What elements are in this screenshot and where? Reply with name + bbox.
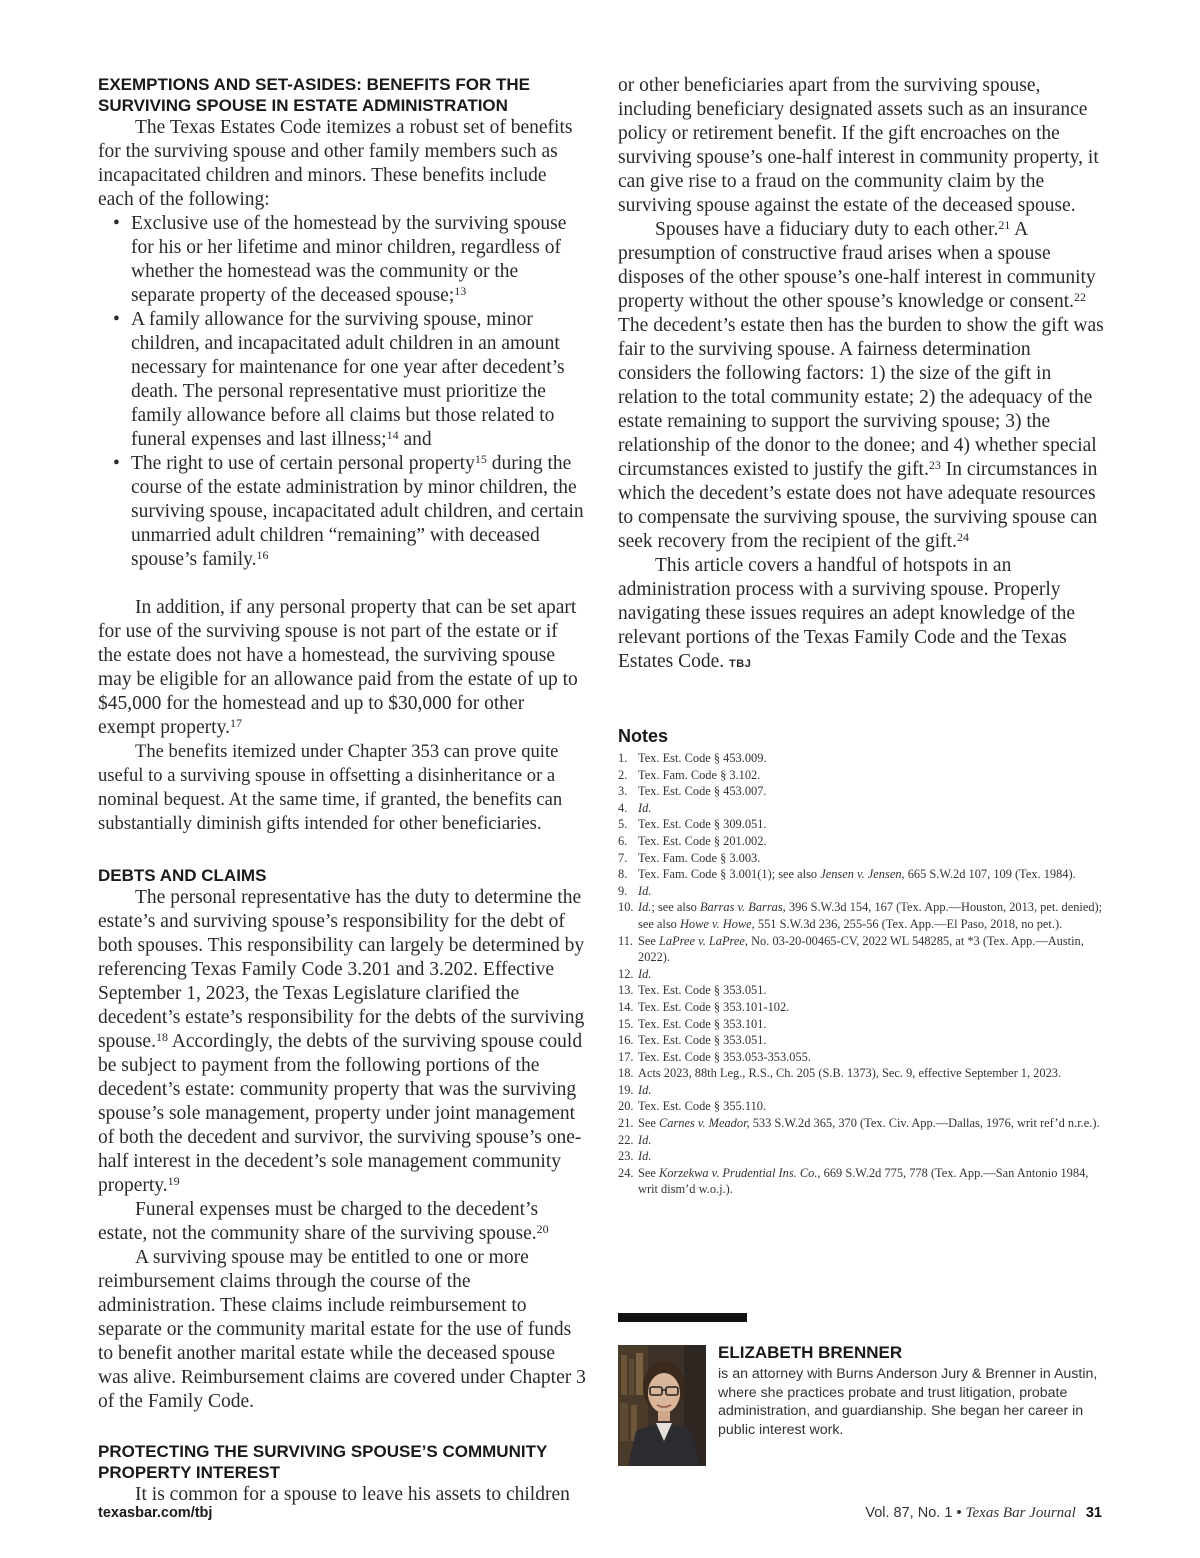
note-number: 19. — [618, 1082, 634, 1097]
note-number: 21. — [618, 1116, 634, 1131]
footnote-ref: 16 — [256, 548, 269, 562]
note-item — [618, 1165, 1106, 1198]
paragraph: or other beneficiaries apart from the surviving spouse, including beneficiary designated assets such as an insurance policy or retirement benefit. If the gift encroaches on the surviving spouse’s one-half interest in community property, it can give rise to a fraud on the community claim by the surviving spouse against the estate of the deceased spouse. — [618, 75, 1099, 216]
footnote-ref: 14 — [386, 428, 399, 442]
note-case-name: Howe v. Howe, — [679, 916, 755, 931]
note-text: Tex. Est. Code § 453.009. — [638, 751, 767, 765]
note-text: Tex. Est. Code § 309.051. — [638, 817, 767, 832]
note-text: Tex. Fam. Code § 3.003. — [638, 850, 761, 865]
paragraph: In addition, if any personal property that can be set apart for use of the surviving spouse is not part of the estate or if the estate does not have a homestead, the surviving spouse may be eligible for an allowance paid from the estate of up to $45,000 for the homestead and up to $30,000 for other exempt property.$^{17}$ — [98, 597, 578, 738]
note-number: 14. — [618, 999, 634, 1014]
author-name: ELIZABETH BRENNER — [718, 1343, 903, 1362]
note-text: No. 03-20-00465-CV, 2022 WL 548285, at *3 (Tex. App.—Austin, 2022). — [638, 933, 1084, 965]
paragraph: A surviving spouse may be entitled to one or more reimbursement claims through the course of the administration. These claims include reimbursement to separate or the community marital estate for the use of funds to benefit another marital estate while the deceased spouse was alive. Reimbursement claims are covered under Chapter 3 of the Family Code. — [98, 1247, 586, 1412]
section-heading-exemptions: EXEMPTIONS AND SET-ASIDES: BENEFITS FOR THE SURVIVING SPOUSE IN ESTATE ADMINISTRATION — [98, 75, 530, 115]
note-text: Tex. Fam. Code § 3.001(1); see also — [638, 867, 821, 882]
footer-journal-name: Texas Bar Journal — [965, 1505, 1076, 1521]
paragraph: It is common for a spouse to leave his assets to children — [135, 1484, 570, 1505]
author-description: is an attorney with Burns Anderson Jury & Brenner in Austin, where she practices probate and trust litigation, probate administration, and guardianship. She began her career in public interest work. — [718, 1366, 1098, 1438]
bullet-icon: • — [113, 213, 120, 234]
note-item — [618, 966, 1106, 983]
paragraph: The benefits itemized under Chapter 353 can prove quite useful to a surviving spouse in offsetting a disinheritance or a nominal bequest. At the same time, if granted, the benefits can substantially diminish gifts intended for other beneficiaries. — [98, 741, 563, 834]
footnote-ref: 22 — [1074, 290, 1086, 304]
note-case-name: Jensen v. Jensen, — [820, 867, 905, 882]
note-number: 7. — [618, 850, 628, 865]
note-case-name: Id. — [638, 800, 652, 815]
section-heading-debts: DEBTS AND CLAIMS — [98, 866, 267, 885]
note-number: 15. — [618, 1016, 634, 1031]
note-number: 3. — [618, 784, 628, 799]
footnote-ref: 19 — [167, 1174, 180, 1188]
page-number: 31 — [1085, 1505, 1102, 1521]
note-item — [618, 1065, 1106, 1082]
bullet-icon: • — [113, 309, 120, 330]
note-case-name: Barras v. Barras, — [699, 900, 786, 915]
footer-website: texasbar.com/tbj — [98, 1505, 213, 1521]
note-number: 11. — [618, 933, 634, 948]
footnote-ref: 20 — [536, 1222, 549, 1236]
note-number: 2. — [618, 767, 628, 782]
note-text: See — [638, 1116, 659, 1131]
note-number: 23. — [618, 1149, 634, 1164]
note-text: Tex. Est. Code § 453.007. — [638, 784, 767, 799]
note-item — [618, 833, 1106, 850]
benefits-list — [98, 212, 586, 572]
note-text: 665 S.W.2d 107, 109 (Tex. 1984). — [904, 867, 1076, 882]
note-item — [618, 899, 1106, 932]
note-item — [618, 883, 1106, 900]
note-item — [618, 982, 1106, 999]
note-case-name: Id. — [638, 1149, 652, 1164]
note-text: Tex. Est. Code § 353.051. — [638, 1033, 767, 1048]
notes-heading: Notes — [618, 726, 669, 746]
left-column — [98, 74, 586, 1507]
footer-volume: Vol. 87, No. 1 — [865, 1505, 953, 1521]
footer-bullet: • — [956, 1505, 962, 1521]
note-case-name: Korzekwa v. Prudential Ins. Co., — [659, 1165, 821, 1180]
note-case-name: Id. — [638, 900, 652, 915]
note-text: Tex. Est. Code § 353.053-353.055. — [638, 1049, 811, 1064]
tbj-end-mark: TBJ — [729, 658, 752, 670]
note-text: See — [638, 933, 659, 948]
note-item — [618, 850, 1106, 867]
note-case-name: Id. — [638, 966, 652, 981]
note-number: 18. — [618, 1066, 634, 1081]
note-item — [618, 1082, 1106, 1099]
note-item — [618, 1098, 1106, 1115]
list-item: • Exclusive use of the homestead by the surviving spouse for his or her lifetime and minor children, regardless of whether the homestead was the community or the separate property of the deceased spouse;$^{13}$ — [113, 213, 567, 306]
note-case-name: Id. — [638, 1132, 652, 1147]
note-item — [618, 933, 1106, 966]
note-number: 12. — [618, 966, 634, 981]
paragraph: This article covers a handful of hotspots in an administration process with a surviving spouse. Properly navigating these issues requires an adept knowledge of the relevant portions of the Texas Family Code and the Texas Estates Code. TBJ — [618, 555, 1076, 672]
footnote-ref: 13 — [454, 284, 467, 298]
author-bio — [718, 1343, 1098, 1439]
note-item — [618, 1132, 1106, 1149]
footnote-ref: 18 — [155, 1030, 168, 1044]
note-number: 24. — [618, 1165, 634, 1180]
paragraph: Funeral expenses must be charged to the decedent’s estate, not the community share of the surviving spouse.$^{20}$ — [98, 1199, 549, 1244]
note-number: 10. — [618, 900, 634, 915]
note-number: 22. — [618, 1132, 634, 1147]
section-heading-community-property: PROTECTING THE SURVIVING SPOUSE’S COMMUNITY PROPERTY INTEREST — [98, 1442, 547, 1482]
note-case-name: Id. — [638, 1082, 652, 1097]
paragraph: Spouses have a fiduciary duty to each other.$^{21}$ A presumption of constructive fraud arises when a spouse disposes of the other spouse’s one-half interest in community property without the other spouse’s knowledge or consent.$^{22}$ The decedent’s estate then has the burden to show the gift was fair to the surviving spouse. A fairness determination considers the following factors: 1) the size of the gift in relation to the total community estate; 2) the adequacy of the estate remaining to support the surviving spouse; 3) the relationship of the donor to the donee; and 4) whether special circumstances existed to justify the gift.$^{23}$ In circumstances in which the decedent’s estate does not have adequate resources to compensate the surviving spouse, the surviving spouse can seek recovery from the recipient of the gift.$^{24}$ — [618, 218, 1104, 552]
note-item — [618, 1032, 1106, 1049]
footnote-ref: 17 — [229, 716, 242, 730]
paragraph: The Texas Estates Code itemizes a robust set of benefits for the surviving spouse and other family members such as incapacitated children and minors. These benefits include each of the following: — [98, 117, 573, 210]
note-case-name: Carnes v. Meador, — [659, 1116, 750, 1131]
bio-divider-bar — [618, 1313, 747, 1322]
footnote-ref: 23 — [928, 458, 941, 472]
note-item — [618, 767, 1106, 784]
list-item: • A family allowance for the surviving spouse, minor children, and incapacitated adult children in an amount necessary for maintenance for one year after decedent’s death. The personal representative must prioritize the family allowance before all claims but those related to funeral expenses and last illness;$^{14}$ and — [113, 309, 565, 450]
note-number: 20. — [618, 1099, 634, 1114]
note-item — [618, 800, 1106, 817]
footnote-ref: 15 — [474, 452, 487, 466]
note-text: 551 S.W.3d 236, 255-56 (Tex. App.—El Paso, 2018, no pet.). — [754, 916, 1063, 931]
note-number: 6. — [618, 833, 628, 848]
footer-issue-info — [865, 1505, 1102, 1522]
note-number: 5. — [618, 817, 628, 832]
note-number: 8. — [618, 867, 628, 882]
note-item — [618, 750, 1106, 767]
note-item — [618, 866, 1106, 883]
note-case-name: Id. — [638, 883, 652, 898]
note-text: 669 S.W.2d 775, 778 (Tex. App.—San Antonio 1984, writ dism’d w.o.j.). — [638, 1165, 1089, 1197]
note-number: 9. — [618, 883, 628, 898]
note-item — [618, 1049, 1106, 1066]
footnote-ref: 24 — [956, 530, 969, 544]
note-item — [618, 816, 1106, 833]
note-item — [618, 999, 1106, 1016]
note-text: Tex. Est. Code § 353.101. — [638, 1016, 767, 1031]
note-text: 396 S.W.3d 154, 167 (Tex. App.—Houston, 2013, pet. denied); see also — [638, 900, 1103, 931]
note-number: 17. — [618, 1049, 634, 1064]
note-text: Tex. Est. Code § 355.110. — [638, 1099, 767, 1114]
note-text: 533 S.W.2d 365, 370 (Tex. Civ. App.—Dallas, 1976, writ ref’d n.r.e.). — [749, 1116, 1100, 1131]
note-number: 1. — [618, 751, 628, 765]
note-text: Acts 2023, 88th Leg., R.S., Ch. 205 (S.B. 1373), Sec. 9, effective September 1, 2023. — [638, 1066, 1062, 1081]
note-item — [618, 783, 1106, 800]
note-item — [618, 1148, 1106, 1165]
note-number: 16. — [618, 1033, 634, 1048]
list-item: • The right to use of certain personal property$^{15}$ during the course of the estate administration by minor children, the surviving spouse, incapacitated adult children, and certain unmarried adult children “remaining” with deceased spouse’s family.$^{16}$ — [113, 452, 584, 570]
note-item — [618, 1016, 1106, 1033]
footnote-ref: 21 — [998, 218, 1011, 232]
note-number: 4. — [618, 800, 628, 815]
note-text: Tex. Est. Code § 201.002. — [638, 833, 767, 848]
note-case-name: LaPree v. LaPree, — [659, 933, 749, 948]
note-number: 13. — [618, 983, 634, 998]
author-photo — [618, 1345, 706, 1466]
note-text: Tex. Est. Code § 353.101-102. — [638, 999, 790, 1014]
note-text: Tex. Est. Code § 353.051. — [638, 983, 767, 998]
note-item — [618, 1115, 1106, 1132]
note-text: See — [638, 1165, 659, 1180]
paragraph: The personal representative has the duty to determine the estate’s and surviving spouse’s responsibility for the debt of both spouses. This responsibility can largely be determined by referencing Texas Family Code 3.201 and 3.202. Effective September 1, 2023, the Texas Legislature clarified the decedent’s estate’s responsibility for the debts of the surviving spouse.$^{18}$ Accordingly, the debts of the surviving spouse could be subject to payment from the following portions of the decedent’s estate: community property that was the surviving spouse’s sole management, property under joint management of both the decedent and survivor, the surviving spouse’s one-half interest in the decedent’s sole management community property.$^{19}$ — [98, 887, 585, 1196]
bullet-icon: • — [113, 453, 120, 474]
note-text: ; see also — [651, 900, 700, 915]
note-text: Tex. Fam. Code § 3.102. — [638, 767, 761, 782]
notes-list — [618, 750, 1106, 1198]
right-column — [618, 74, 1106, 1198]
